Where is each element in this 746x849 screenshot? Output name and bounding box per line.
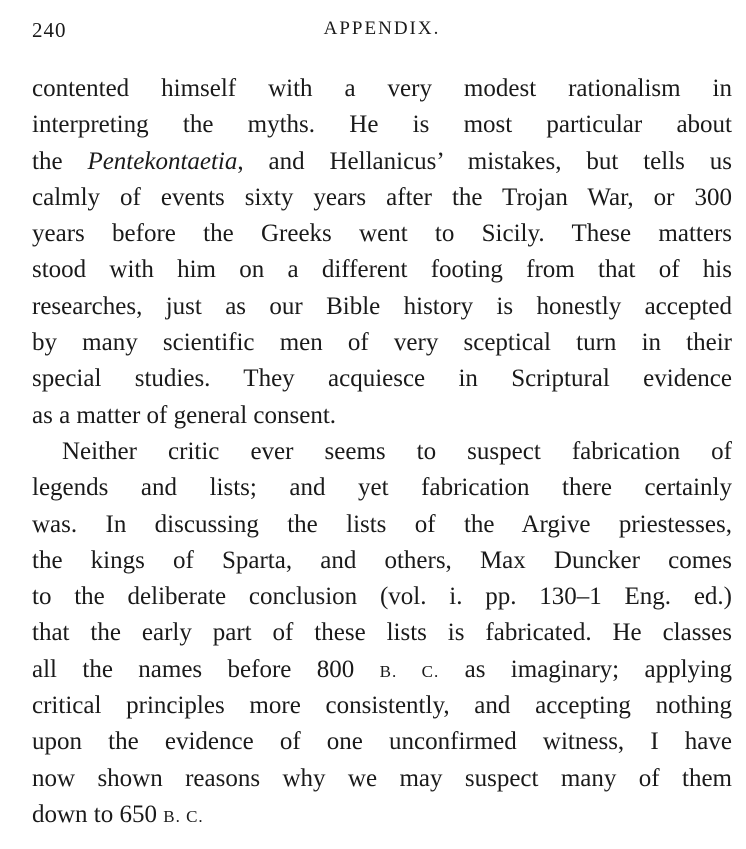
text-line: the Pentekontaetia, and Hellanicus’ mistakes, but tells us bbox=[32, 147, 732, 175]
text-line: contented himself with a very modest rationalism in bbox=[32, 75, 732, 102]
text-line: was. In discussing the lists of the Argive priestesses, bbox=[32, 510, 732, 538]
paragraph bbox=[32, 71, 732, 434]
text-line: Neither critic ever seems to suspect fabrication of bbox=[62, 437, 732, 465]
italic-term: Pentekontaetia bbox=[87, 147, 238, 175]
text-line: all the names before 800 B. C. as imaginary; applying bbox=[32, 655, 732, 683]
text-line: upon the evidence of one unconfirmed witness, I have bbox=[32, 728, 732, 756]
text-line: legends and lists; and yet fabrication there certainly bbox=[32, 474, 732, 502]
text-line: by many scientific men of very sceptical turn in their bbox=[32, 329, 732, 357]
text-line: calmly of events sixty years after the Trojan War, or 300 bbox=[32, 183, 732, 211]
text-line: that the early part of these lists is fabricated. He classes bbox=[32, 619, 732, 647]
text-line: to the deliberate conclusion (vol. i. pp. 130–1 Eng. ed.) bbox=[32, 583, 732, 611]
text-line: interpreting the myths. He is most particular about bbox=[32, 111, 732, 139]
running-head: APPENDIX. bbox=[323, 18, 441, 39]
page-number: 240 bbox=[32, 18, 67, 42]
text-line: years before the Greeks went to Sicily. These matters bbox=[32, 220, 732, 248]
text-line: down to 650 B. C. bbox=[32, 800, 204, 828]
body-text bbox=[32, 71, 732, 833]
small-caps-era: B. C. bbox=[163, 806, 204, 826]
text-line: special studies. They acquiesce in Scriptural evidence bbox=[32, 365, 732, 393]
text-line: researches, just as our Bible history is honestly accepted bbox=[32, 292, 732, 320]
text-line: as a matter of general consent. bbox=[32, 401, 337, 429]
text-line: stood with him on a different footing from that of his bbox=[32, 256, 732, 284]
page-header bbox=[32, 18, 732, 48]
text-line: the kings of Sparta, and others, Max Duncker comes bbox=[32, 546, 732, 574]
paragraph bbox=[32, 434, 732, 833]
text-line: critical principles more consistently, and accepting nothing bbox=[32, 692, 732, 720]
small-caps-era: B. C. bbox=[379, 661, 440, 681]
text-line: now shown reasons why we may suspect many of them bbox=[32, 764, 732, 792]
